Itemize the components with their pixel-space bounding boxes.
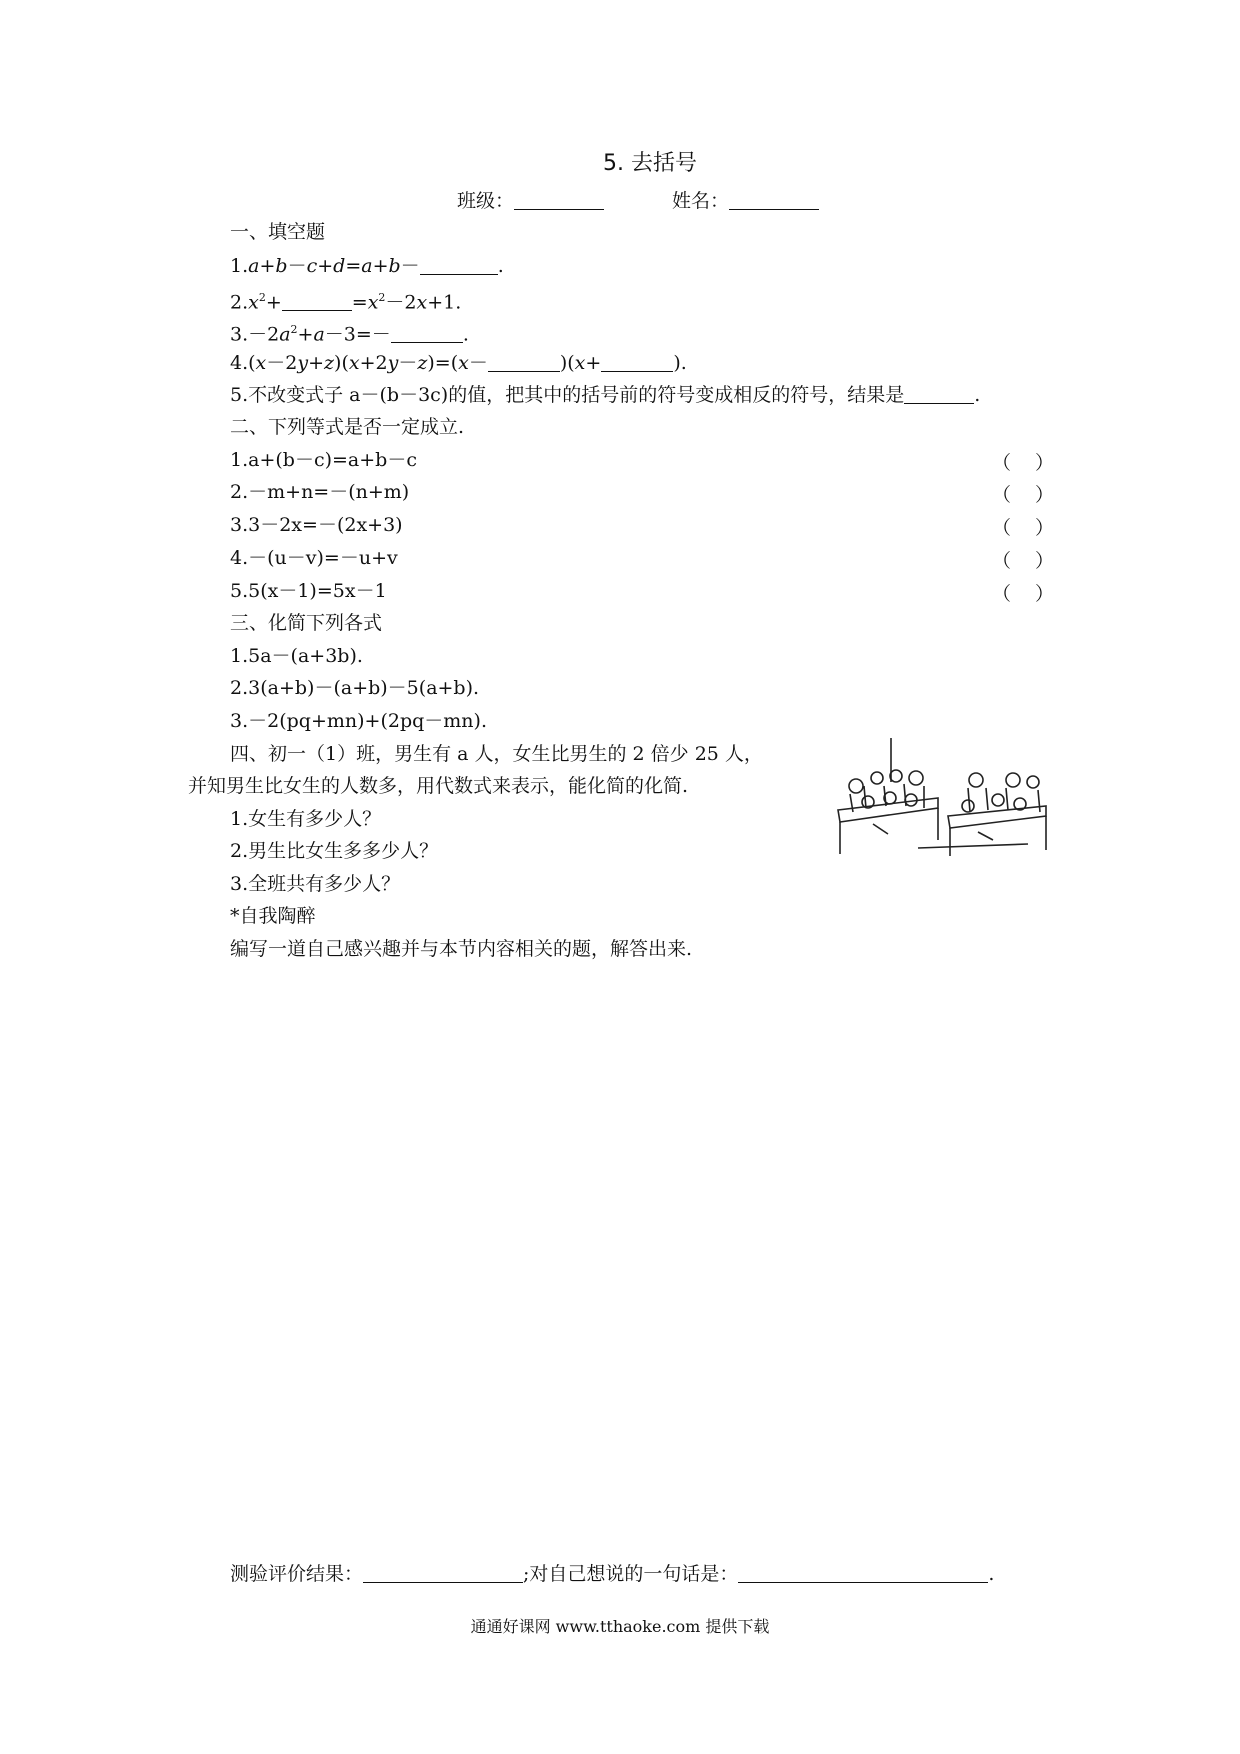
fill-q5-blank[interactable] <box>904 385 974 404</box>
evaluation-blank[interactable] <box>363 1564 523 1583</box>
fill-q4: 4.(x－2y+z)(x+2y－z)=(x－ )(x+ ). <box>230 352 687 374</box>
section3-heading: 三、化简下列各式 <box>230 612 383 634</box>
judge-item-1: 1.a+(b－c)=a+b－c <box>230 449 417 471</box>
evaluation-label: 测验评价结果： <box>230 1563 364 1585</box>
answer-paren-4[interactable]: （ ） <box>992 550 1054 572</box>
fill-q5-text: 5.不改变式子 a－(b－3c)的值，把其中的括号前的符号变成相反的符号，结果是 <box>230 384 905 406</box>
judge-item-5: 5.5(x－1)=5x－1 <box>230 580 387 602</box>
evaluation-line: 测验评价结果： ;对自己想说的一句话是： . <box>230 1563 995 1585</box>
class-field <box>457 189 604 213</box>
name-label: 姓名： <box>672 190 730 212</box>
fill-q5: 5.不改变式子 a－(b－3c)的值，把其中的括号前的符号变成相反的符号，结果是 . <box>230 384 981 406</box>
fill-q3-blank[interactable] <box>391 324 463 343</box>
section1-heading: 一、填空题 <box>230 221 326 243</box>
extra-heading: *自我陶醉 <box>230 905 316 927</box>
name-field <box>672 189 819 213</box>
self-comment-label: ;对自己想说的一句话是： <box>523 1563 739 1585</box>
section4-line1: 四、初一（1）班，男生有 a 人，女生比男生的 2 倍少 25 人， <box>230 743 763 765</box>
fill-q1: 1.a+b－c+d=a+b－ . <box>230 255 504 277</box>
section2-heading: 二、下列等式是否一定成立. <box>230 416 465 438</box>
answer-paren-2[interactable]: （ ） <box>992 484 1054 506</box>
answer-paren-3[interactable]: （ ） <box>992 517 1054 539</box>
fill-q2: $2.x^2+ =x^2-2x+1$. <box>230 291 462 314</box>
extra-text: 编写一道自己感兴趣并与本节内容相关的题，解答出来. <box>230 938 693 960</box>
fill-q4-blank-b[interactable] <box>601 353 673 372</box>
section4-q1: 1.女生有多少人？ <box>230 808 382 830</box>
section4-line2: 并知男生比女生的人数多，用代数式来表示，能化简的化简. <box>188 775 689 797</box>
section4-q3: 3.全班共有多少人？ <box>230 873 401 895</box>
judge-item-4: 4.－(u－v)=－u+v <box>230 547 398 569</box>
judge-item-2: 2.－m+n=－(n+m) <box>230 481 410 503</box>
fill-q2-blank[interactable] <box>282 292 352 311</box>
answer-paren-1[interactable]: （ ） <box>992 452 1054 474</box>
classroom-illustration <box>828 736 1058 862</box>
fill-q1-blank[interactable] <box>420 256 498 275</box>
section4-q2: 2.男生比女生多多少人？ <box>230 840 439 862</box>
simplify-item-2: 2.3(a+b)－(a+b)－5(a+b). <box>230 677 480 699</box>
judge-item-3: 3.3－2x=－(2x+3) <box>230 514 403 536</box>
name-blank[interactable] <box>729 191 819 210</box>
fill-q4-blank-a[interactable] <box>488 353 560 372</box>
self-comment-blank[interactable] <box>738 1564 988 1583</box>
footer-text: 通通好课网 www.tthaoke.com 提供下载 <box>470 1617 770 1636</box>
answer-paren-5[interactable]: （ ） <box>992 583 1054 605</box>
simplify-item-3: 3.－2(pq+mn)+(2pq－mn). <box>230 710 487 732</box>
page-title: 5. 去括号 <box>603 151 697 176</box>
class-blank[interactable] <box>514 191 604 210</box>
class-label: 班级： <box>457 190 515 212</box>
fill-q3: $3.-2a^2+a-3=-$ . <box>230 323 469 346</box>
simplify-item-1: 1.5a－(a+3b). <box>230 645 363 667</box>
